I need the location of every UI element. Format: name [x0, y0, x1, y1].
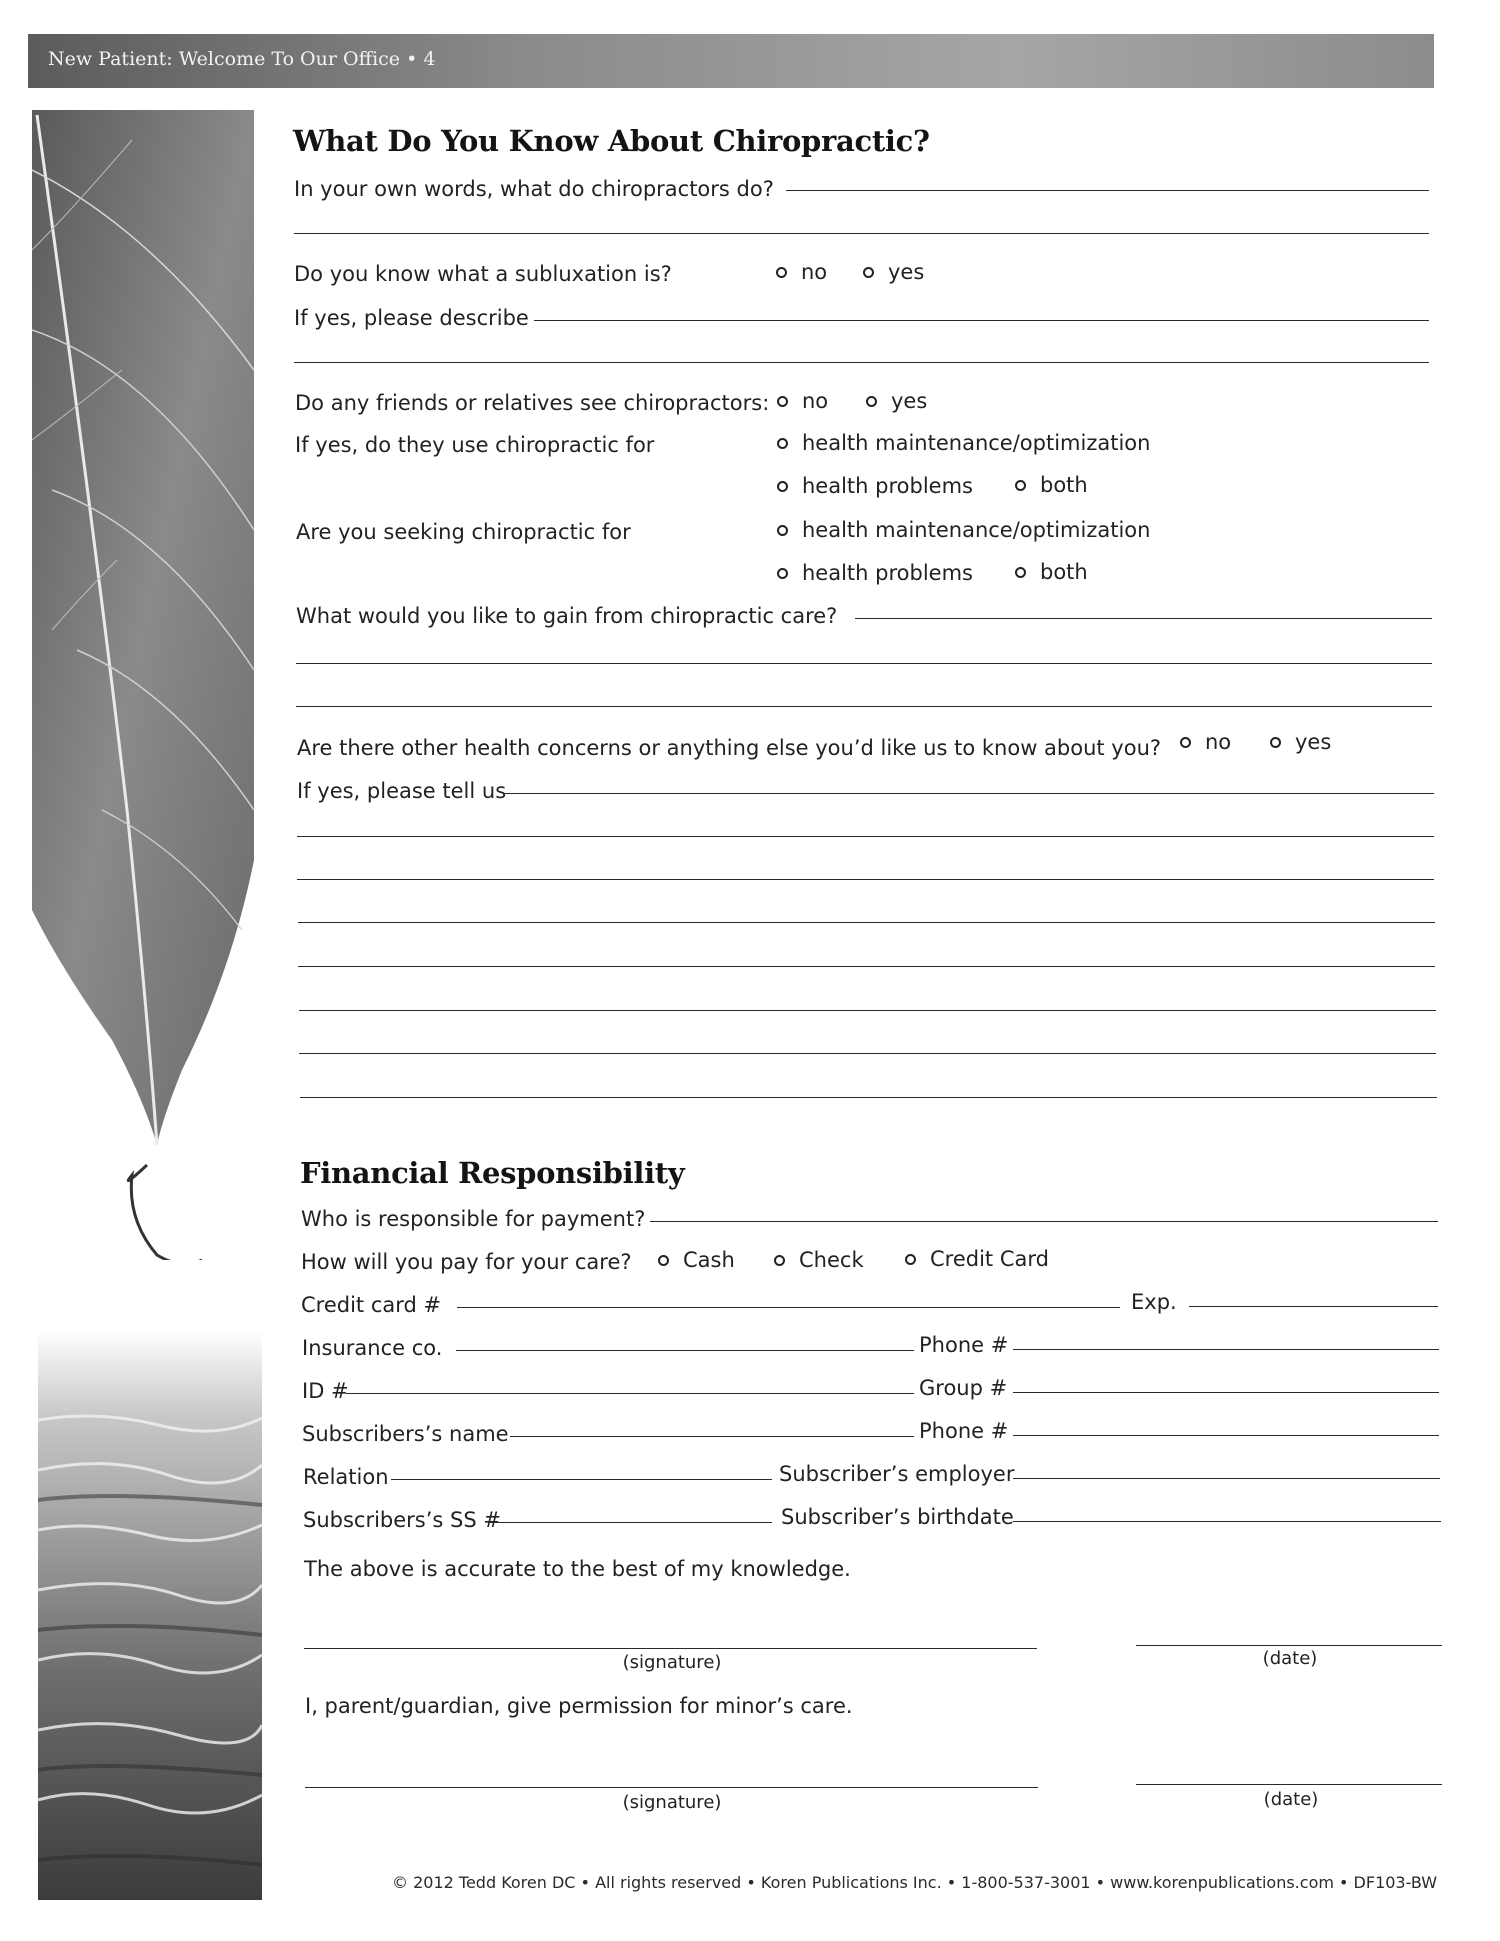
- caption-date-1: (date): [1262, 1648, 1318, 1669]
- field-date-1[interactable]: [1136, 1645, 1442, 1646]
- radio-pay-cash[interactable]: Cash: [658, 1248, 735, 1272]
- field-own-words-line2[interactable]: [294, 233, 1429, 234]
- label-subscriber-phone: Phone #: [919, 1419, 1009, 1443]
- label-id: ID #: [302, 1379, 349, 1403]
- radio-friends-yes[interactable]: yes: [866, 389, 927, 413]
- radio-subluxation-no[interactable]: no: [776, 260, 827, 284]
- field-gain-line1[interactable]: [855, 618, 1432, 619]
- label-subluxation: Do you know what a subluxation is?: [294, 262, 672, 286]
- label-responsible: Who is responsible for payment?: [301, 1207, 646, 1231]
- label-subscriber-name: Subscribers’s name: [302, 1422, 509, 1446]
- label-insurance: Insurance co.: [302, 1336, 443, 1360]
- field-tell-us-line4[interactable]: [298, 922, 1435, 923]
- field-tell-us-line8[interactable]: [300, 1097, 1437, 1098]
- radio-friends-maintenance[interactable]: health maintenance/optimization: [777, 431, 1150, 455]
- field-credit-card[interactable]: [457, 1307, 1120, 1308]
- field-signature-1[interactable]: [304, 1648, 1037, 1649]
- label-subscriber-employer: Subscriber’s employer: [779, 1462, 1015, 1486]
- field-subscriber-birthdate[interactable]: [1013, 1521, 1441, 1522]
- radio-circle-icon: [863, 267, 874, 278]
- field-own-words-line1[interactable]: [786, 190, 1429, 191]
- radio-concerns-no[interactable]: no: [1180, 730, 1231, 754]
- label-credit-card: Credit card #: [301, 1293, 442, 1317]
- label-other-concerns: Are there other health concerns or anything else you’d like us to know about you?: [297, 736, 1162, 760]
- radio-friends-both[interactable]: both: [1015, 473, 1088, 497]
- field-responsible[interactable]: [650, 1221, 1438, 1222]
- radio-pay-credit[interactable]: Credit Card: [905, 1247, 1049, 1271]
- field-group[interactable]: [1013, 1392, 1439, 1393]
- water-image: [38, 1330, 262, 1900]
- label-subscriber-birthdate: Subscriber’s birthdate: [781, 1505, 1014, 1529]
- radio-circle-icon: [777, 568, 788, 579]
- field-insurance-phone[interactable]: [1013, 1349, 1439, 1350]
- field-tell-us-line3[interactable]: [297, 879, 1434, 880]
- page-header-bar: [28, 34, 1434, 88]
- label-group: Group #: [919, 1376, 1008, 1400]
- caption-date-2: (date): [1263, 1789, 1319, 1810]
- radio-circle-icon: [1180, 737, 1191, 748]
- page-header-title: New Patient: Welcome To Our Office • 4: [48, 48, 436, 70]
- field-tell-us-line2[interactable]: [297, 836, 1434, 837]
- label-friends-use: If yes, do they use chiropractic for: [295, 433, 655, 457]
- field-gain-line3[interactable]: [296, 706, 1432, 707]
- field-tell-us-line6[interactable]: [299, 1010, 1436, 1011]
- label-tell-us: If yes, please tell us: [297, 779, 507, 803]
- radio-circle-icon: [1015, 480, 1026, 491]
- field-gain-line2[interactable]: [296, 663, 1432, 664]
- label-insurance-phone: Phone #: [919, 1333, 1009, 1357]
- radio-seeking-problems[interactable]: health problems: [777, 561, 973, 585]
- section-heading-chiropractic: What Do You Know About Chiropractic?: [293, 124, 930, 158]
- label-subscriber-ss: Subscribers’s SS #: [303, 1508, 501, 1532]
- label-own-words: In your own words, what do chiropractors do?: [294, 177, 774, 201]
- radio-friends-problems[interactable]: health problems: [777, 474, 973, 498]
- label-relation: Relation: [303, 1465, 389, 1489]
- field-subluxation-describe-line2[interactable]: [294, 362, 1429, 363]
- label-exp: Exp.: [1131, 1290, 1177, 1314]
- field-subscriber-name[interactable]: [510, 1436, 914, 1437]
- field-tell-us-line7[interactable]: [299, 1053, 1436, 1054]
- field-subscriber-ss[interactable]: [489, 1522, 772, 1523]
- accuracy-statement: The above is accurate to the best of my knowledge.: [304, 1557, 851, 1581]
- label-friends: Do any friends or relatives see chiropractors:: [295, 391, 770, 415]
- radio-circle-icon: [905, 1254, 916, 1265]
- field-tell-us-line1[interactable]: [505, 793, 1434, 794]
- radio-friends-no[interactable]: no: [777, 389, 828, 413]
- caption-signature-2: (signature): [622, 1792, 722, 1813]
- radio-circle-icon: [658, 1255, 669, 1266]
- radio-circle-icon: [777, 396, 788, 407]
- radio-circle-icon: [777, 438, 788, 449]
- field-subscriber-phone[interactable]: [1013, 1435, 1439, 1436]
- radio-seeking-maintenance[interactable]: health maintenance/optimization: [777, 518, 1150, 542]
- field-subscriber-employer[interactable]: [1013, 1478, 1440, 1479]
- section-heading-financial: Financial Responsibility: [300, 1156, 685, 1190]
- field-relation[interactable]: [391, 1479, 772, 1480]
- label-seeking: Are you seeking chiropractic for: [296, 520, 631, 544]
- radio-concerns-yes[interactable]: yes: [1270, 730, 1331, 754]
- radio-circle-icon: [777, 525, 788, 536]
- field-insurance[interactable]: [456, 1350, 914, 1351]
- field-tell-us-line5[interactable]: [298, 966, 1435, 967]
- page-footer: © 2012 Tedd Koren DC • All rights reserved • Koren Publications Inc. • 1-800-537-3001 • www.korenpublications.com • DF103-BW: [392, 1873, 1438, 1892]
- radio-pay-check[interactable]: Check: [774, 1248, 864, 1272]
- guardian-statement: I, parent/guardian, give permission for minor’s care.: [305, 1694, 853, 1718]
- radio-circle-icon: [776, 267, 787, 278]
- radio-circle-icon: [777, 481, 788, 492]
- label-subluxation-describe: If yes, please describe: [294, 306, 529, 330]
- leaf-image: [32, 110, 254, 1260]
- field-signature-2[interactable]: [305, 1787, 1038, 1788]
- caption-signature-1: (signature): [622, 1652, 722, 1673]
- field-id[interactable]: [346, 1393, 914, 1394]
- radio-seeking-both[interactable]: both: [1015, 560, 1088, 584]
- radio-subluxation-yes[interactable]: yes: [863, 260, 924, 284]
- radio-circle-icon: [866, 396, 877, 407]
- field-subluxation-describe-line1[interactable]: [534, 320, 1429, 321]
- label-pay: How will you pay for your care?: [301, 1250, 632, 1274]
- field-date-2[interactable]: [1136, 1784, 1442, 1785]
- radio-circle-icon: [1270, 737, 1281, 748]
- radio-circle-icon: [1015, 567, 1026, 578]
- label-gain: What would you like to gain from chiropractic care?: [296, 604, 838, 628]
- field-exp[interactable]: [1189, 1306, 1438, 1307]
- radio-circle-icon: [774, 1255, 785, 1266]
